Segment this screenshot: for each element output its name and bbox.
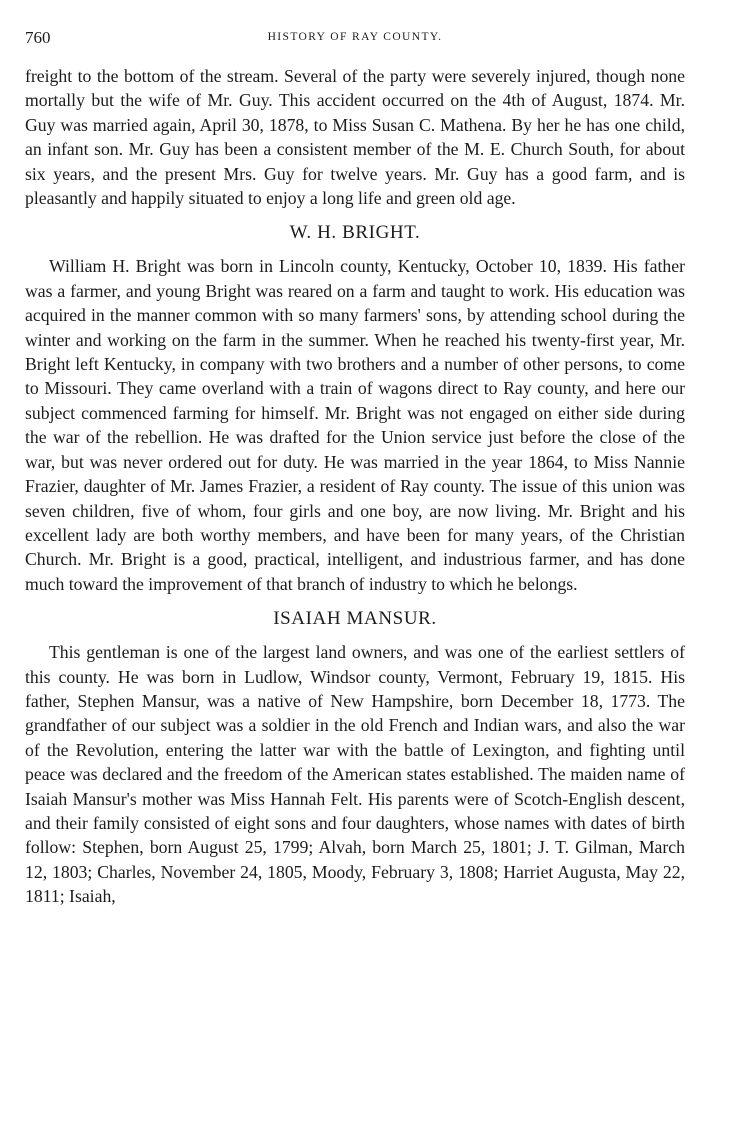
- bright-biography: William H. Bright was born in Lincoln county, Kentucky, October 10, 1839. His father was a farmer, and young Bright was reared on a farm and taught to work. His education was acquired in the manner common with so many farmers' sons, by attending school during the winter and working on the farm in the summer. When he reached his twenty-first year, Mr. Bright left Kentucky, in company with two brothers and a number of other persons, to come to Missouri. They came overland with a train of wagons direct to Ray county, and here our subject commenced farming for himself. Mr. Bright was not engaged on either side during the war of the rebellion. He was drafted for the Union service just before the close of the war, but was never ordered out for duty. He was married in the year 1864, to Miss Nannie Frazier, daughter of Mr. James Frazier, a resident of Ray county. The issue of this union was seven children, five of whom, four girls and one boy, are now living. Mr. Bright and his excellent lady are both worthy members, and have been for many years, of the Christian Church. Mr. Bright is a good, practical, intelligent, and industrious farmer, and has done much toward the improvement of that branch of industry to which he belongs.: [25, 256, 685, 594]
- section-heading-bright: W. H. BRIGHT.: [289, 222, 421, 244]
- running-head: [25, 28, 685, 50]
- continued-paragraph: freight to the bottom of the stream. Several of the party were severely injured, though none mortally but the wife of Mr. Guy. This accident occurred on the 4th of August, 1874. Mr. Guy was married again, April 30, 1878, to Miss Susan C. Mathena. By her he has one child, an infant son. Mr. Guy has been a consistent member of the M. E. Church South, for about six years, and the present Mrs. Guy for twelve years. Mr. Guy has a good farm, and is pleasantly and happily situated to enjoy a long life and green old age.: [25, 66, 685, 209]
- running-title: HISTORY OF RAY COUNTY.: [267, 31, 443, 43]
- book-page: [25, 28, 685, 909]
- page-number: 760: [25, 28, 51, 47]
- mansur-biography: This gentleman is one of the largest land owners, and was one of the earliest settlers of this county. He was born in Ludlow, Windsor county, Vermont, February 19, 1815. His father, Stephen Mansur, was a native of New Hampshire, born December 18, 1773. The grandfather of our subject was a soldier in the old French and Indian wars, and also the war of the Revolution, entering the latter war with the battle of Lexington, and fighting until peace was declared and the freedom of the American states established. The maiden name of Isaiah Mansur's mother was Miss Hannah Felt. His parents were of Scotch-English descent, and their family consisted of eight sons and four daughters, whose names with dates of birth follow: Stephen, born August 25, 1799; Alvah, born March 25, 1801; J. T. Gilman, March 12, 1803; Charles, November 24, 1805, Moody, February 3, 1808; Harriet Augusta, May 22, 1811; Isaiah,: [25, 642, 685, 907]
- section-heading-mansur: ISAIAH MANSUR.: [273, 608, 437, 630]
